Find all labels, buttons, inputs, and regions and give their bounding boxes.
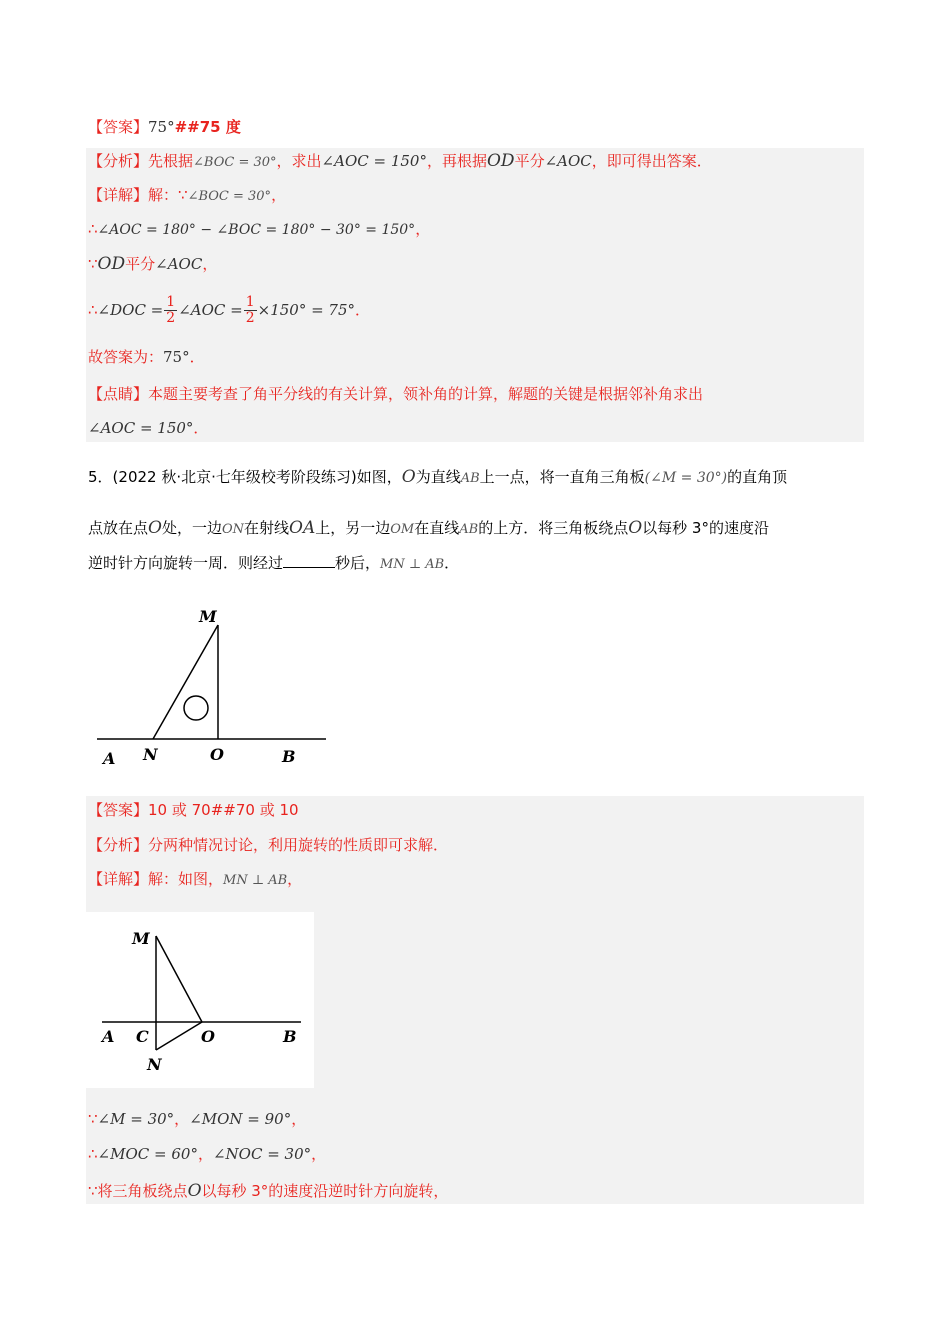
punct: ， [202, 255, 218, 273]
answer-line-1 [88, 116, 241, 138]
math-expr: OD [486, 151, 515, 171]
because-symbol: ∵ [88, 1110, 98, 1128]
punct: ． [355, 301, 371, 319]
triangle-side-mn [153, 625, 218, 739]
punct: ， [287, 870, 303, 888]
math-expr: (∠M = 30°) [644, 470, 728, 486]
label-a: A [102, 1027, 115, 1046]
conclusion-text: 故答案为： [88, 348, 164, 366]
step-text: 以每秒 3°的速度沿逆时针方向旋转， [201, 1182, 449, 1200]
label-b: B [282, 747, 296, 766]
answer-line-2 [88, 799, 299, 821]
math-expr: ∠BOC = 30° [187, 189, 272, 204]
math-expr: ∠M = 30° [97, 1110, 175, 1128]
question-text: 的上方．将三角板绕点 [478, 519, 629, 537]
analysis-text: ，求出 [276, 152, 322, 170]
because-symbol: ∵ [88, 255, 98, 273]
punct: ， [311, 1145, 327, 1163]
question-text: 上一点，将一直角三角板 [479, 468, 645, 486]
math-expr: ∠AOC = 150° [321, 152, 427, 170]
therefore-symbol: ∴ [88, 1145, 98, 1163]
math-expr: O [187, 1181, 202, 1201]
step-line-3 [88, 253, 217, 275]
analysis-text: ，即可得出答案． [591, 152, 712, 170]
triangle-side-mo [156, 936, 202, 1022]
analysis-text: 平分 [514, 152, 545, 170]
therefore-symbol: ∴ [88, 301, 98, 319]
conclusion-line [88, 346, 205, 368]
punct: ． [189, 348, 205, 366]
math-expr: MN ⊥ AB [223, 873, 288, 888]
math-expr: ON [221, 522, 245, 537]
analysis-tag: 【分析】 [88, 836, 149, 854]
analysis-line-1 [88, 150, 712, 174]
solution-step-1 [88, 1108, 306, 1130]
math-expr: O [148, 518, 162, 538]
math-expr: O [628, 518, 643, 538]
math-expr: ∠MON = 90° [189, 1110, 292, 1128]
label-m: M [132, 929, 150, 948]
fraction-numerator: 1 [245, 294, 255, 310]
question-text: 在射线 [244, 519, 290, 537]
math-expr: ∠DOC = [97, 301, 164, 319]
therefore-symbol: ∴ [88, 220, 98, 238]
question-text: 逆时针方向旋转一周．则经过 [88, 554, 284, 572]
comment-text: 本题主要考查了角平分线的有关计算，领补角的计算，解题的关键是根据邻补角求出 [148, 385, 704, 403]
label-c: C [136, 1027, 149, 1046]
answer-text: 10 或 70##70 或 10 [148, 801, 299, 819]
question-5-line-2 [88, 517, 769, 541]
analysis-text: ，再根据 [426, 152, 487, 170]
answer-text: ##75 度 [174, 118, 241, 136]
question-5-line-3 [88, 552, 459, 576]
question-text: 如图， [356, 468, 402, 486]
math-expr: OM [390, 522, 415, 537]
analysis-text: 分两种情况讨论，利用旋转的性质即可求解． [148, 836, 449, 854]
detail-tag: 【详解】 [88, 870, 149, 888]
label-n: N [147, 1055, 162, 1074]
question-text: 在直线 [414, 519, 460, 537]
math-expr: O [401, 467, 416, 487]
question-text: 秒后， [335, 554, 381, 572]
fraction-denominator: 2 [245, 310, 255, 326]
analysis-text: 先根据 [148, 152, 194, 170]
math-expr: ∠NOC = 30° [212, 1145, 312, 1163]
label-n: N [143, 745, 158, 764]
label-m: M [199, 607, 217, 626]
label-o: O [201, 1027, 215, 1046]
math-expr: MN ⊥ AB [380, 557, 445, 572]
solution-step-2 [88, 1143, 326, 1165]
fraction-denominator: 2 [166, 310, 176, 326]
math-expr: ×150° = 75° [257, 301, 356, 319]
math-expr: ∠AOC [544, 152, 592, 170]
math-expr: AB [459, 522, 479, 537]
step-line-2 [88, 218, 430, 241]
math-expr: ∠AOC [155, 255, 203, 273]
question-number: 5． [88, 468, 113, 486]
question-source: (2022 秋·北京·七年级校考阶段练习) [112, 468, 357, 486]
step-line-4 [88, 288, 370, 332]
label-a: A [103, 749, 116, 768]
triangle-side-no [156, 1022, 202, 1050]
math-expr: ∠AOC = [178, 301, 243, 319]
answer-blank[interactable] [283, 552, 335, 568]
punct: ， [197, 1145, 213, 1163]
label-b: B [283, 1027, 297, 1046]
step-text: 将三角板绕点 [97, 1182, 188, 1200]
because-symbol: ∵ [88, 1182, 98, 1200]
label-o: O [210, 745, 224, 764]
comment-tag: 【点睛】 [88, 385, 149, 403]
math-expr: ∠AOC = 150° [88, 419, 194, 437]
answer-math: 75° [148, 118, 175, 136]
detail-line-1 [88, 184, 286, 208]
question-text: 以每秒 3°的速度沿 [642, 519, 769, 537]
analysis-tag: 【分析】 [88, 152, 149, 170]
question-text: 上，另一边 [315, 519, 391, 537]
comment-line [88, 383, 703, 405]
detail-tag: 【详解】 [88, 186, 149, 204]
detail-text: 解：如图， [148, 870, 224, 888]
math-expr: ∠AOC = 180° − ∠BOC = 180° − 30° = 150° [97, 222, 416, 238]
analysis-line-2 [88, 834, 448, 856]
math-expr: ∠BOC = 30° [193, 155, 277, 170]
question-figure [90, 600, 335, 775]
question-text: 为直线 [415, 468, 461, 486]
step-text: 平分 [125, 255, 156, 273]
detail-text: ， [271, 186, 287, 204]
question-text: 的直角顶 [727, 468, 788, 486]
question-text: 点放在点 [88, 519, 149, 537]
detail-text: 解：∵ [148, 186, 188, 204]
solution-figure [86, 912, 314, 1088]
question-text: ． [444, 554, 460, 572]
triangle-hole [184, 696, 208, 720]
math-expr: OD [97, 254, 126, 274]
punct: ， [291, 1110, 307, 1128]
math-expr: 75° [163, 348, 190, 366]
punct: ， [415, 220, 431, 238]
solution-step-3 [88, 1180, 448, 1202]
fraction-half [244, 295, 257, 326]
comment-line-2 [88, 417, 208, 439]
answer-tag: 【答案】 [88, 118, 149, 136]
question-5-line-1 [88, 466, 787, 490]
math-expr: OA [289, 518, 316, 538]
punct: ． [193, 419, 209, 437]
detail-line-2 [88, 868, 302, 892]
question-text: 处，一边 [161, 519, 222, 537]
punct: ， [174, 1110, 190, 1128]
answer-tag: 【答案】 [88, 801, 149, 819]
fraction-numerator: 1 [166, 294, 176, 310]
fraction-half [164, 295, 177, 326]
math-expr: AB [460, 471, 480, 486]
math-expr: ∠MOC = 60° [97, 1145, 198, 1163]
